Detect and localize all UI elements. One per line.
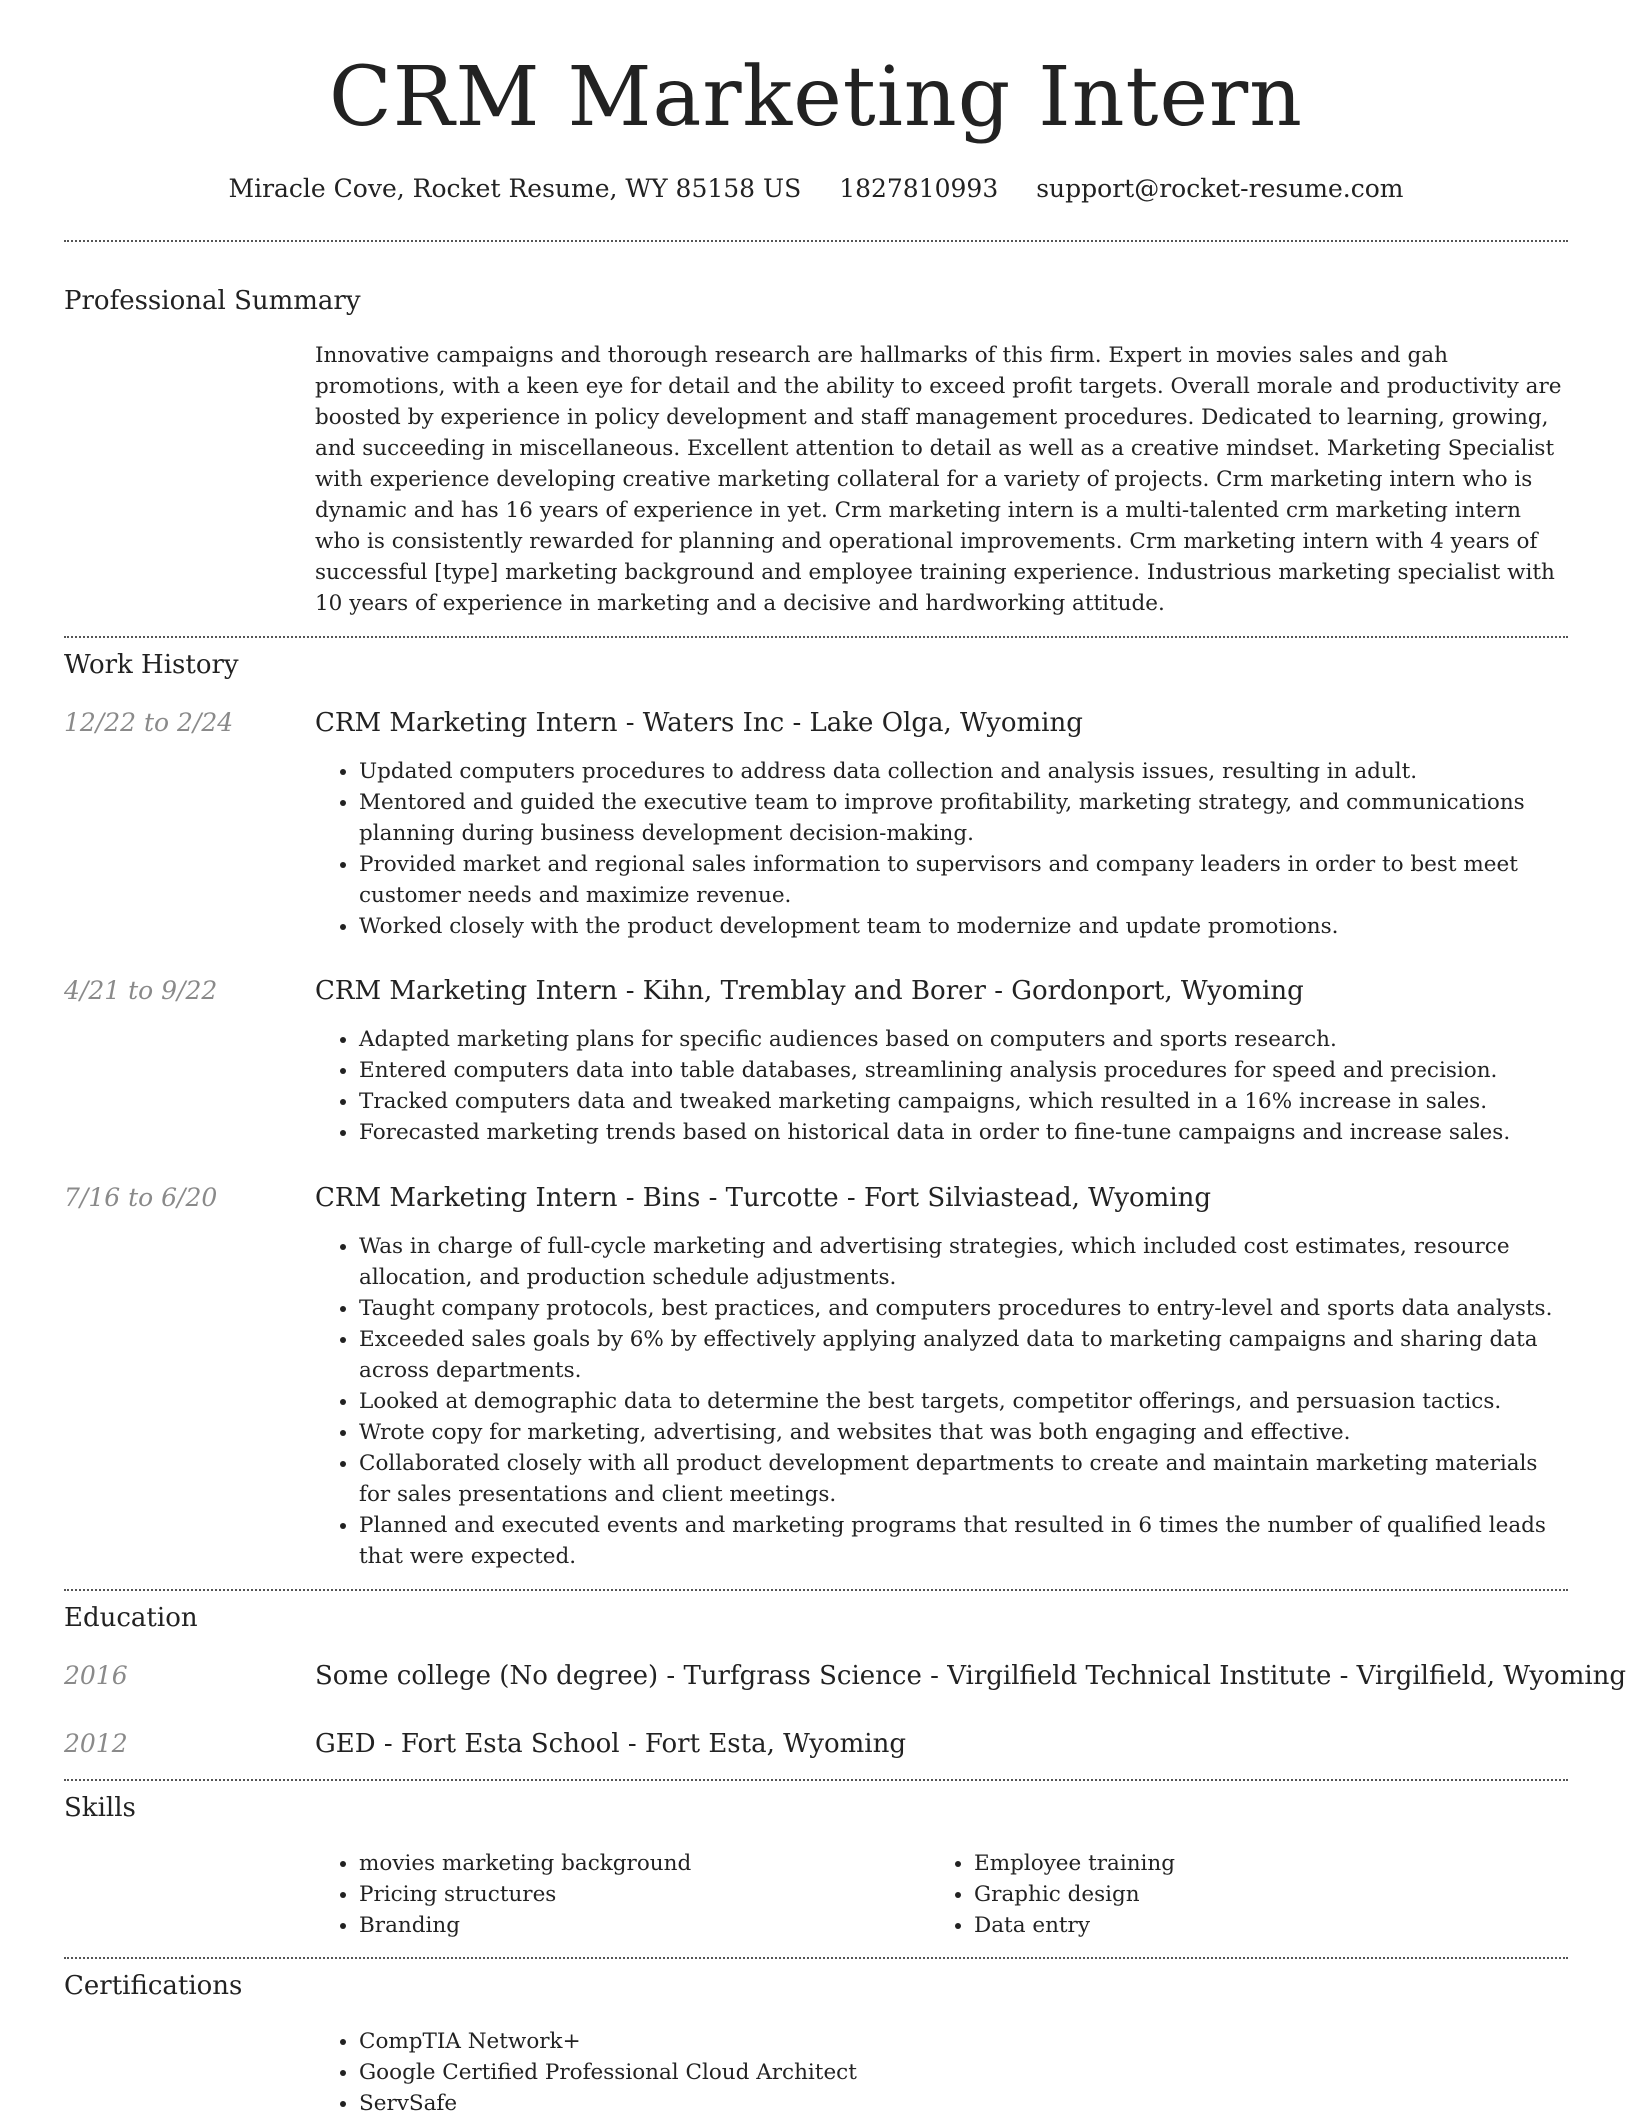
divider — [64, 240, 1568, 242]
job-heading: CRM Marketing Intern - Kihn, Tremblay and Borer - Gordonport, Wyoming — [315, 976, 1304, 1006]
job-bullets — [315, 1024, 1565, 1148]
summary-text: Innovative campaigns and thorough research are hallmarks of this firm. Expert in movies sales and gah promotions, with a keen eye for detail and the ability to exceed profit targets. Overall morale and productivity are boosted by experience in policy development and staff management procedures. Dedicated to learning, growing, and succeeding in miscellaneous. Excellent attention to detail as well as a creative mindset. Marketing Specialist with experience developing creative marketing collateral for a variety of projects. Crm marketing intern who is dynamic and has 16 years of experience in yet. Crm marketing intern is a multi-talented crm marketing intern who is consistently rewarded for planning and operational improvements. Crm marketing intern with 4 years of successful [type] marketing background and employee training experience. Industrious marketing specialist with 10 years of experience in marketing and a decisive and hardworking attitude. — [315, 343, 1562, 616]
job-bullet: • Adapted marketing plans for specific audiences based on computers and sports research. — [359, 1024, 1565, 1055]
contact-line — [0, 172, 1632, 206]
education-year: 2012 — [64, 1729, 128, 1758]
job-bullet: • Was in charge of full-cycle marketing and advertising strategies, which included cost estimates, resource allocation, and production schedule adjustments. — [359, 1231, 1565, 1293]
certifications-section-title: Certifications — [64, 1971, 243, 2001]
contact-email[interactable]: support@rocket-resume.com — [1036, 174, 1404, 203]
job-bullet: • Collaborated closely with all product development departments to create and maintain marketing materials for sales presentations and client meetings. — [359, 1448, 1565, 1510]
divider — [64, 1957, 1568, 1959]
job-heading: CRM Marketing Intern - Bins - Turcotte - Fort Silviastead, Wyoming — [315, 1183, 1212, 1213]
skill-item: • Graphic design — [974, 1879, 1632, 1910]
education-section-title: Education — [64, 1603, 198, 1633]
work-section-title: Work History — [64, 650, 239, 680]
job-dates: 7/16 to 6/20 — [64, 1183, 218, 1212]
certification-item: • Google Certified Professional Cloud Architect — [359, 2057, 1565, 2088]
job-bullet: • Updated computers procedures to address data collection and analysis issues, resulting in adult. — [359, 756, 1565, 787]
job-bullet: • Mentored and guided the executive team to improve profitability, marketing strategy, and communications planning during business development decision-making. — [359, 787, 1565, 849]
candidate-name: CRM Marketing Intern — [328, 50, 1303, 145]
job-bullet: • Wrote copy for marketing, advertising, and websites that was both engaging and effective. — [359, 1417, 1565, 1448]
skill-item: • Data entry — [974, 1910, 1632, 1941]
contact-address: Miracle Cove, Rocket Resume, WY 85158 US — [228, 174, 802, 203]
contact-phone: 1827810993 — [839, 174, 999, 203]
education-year: 2016 — [64, 1661, 128, 1690]
certification-item: • CompTIA Network+ — [359, 2026, 1565, 2057]
job-dates: 12/22 to 2/24 — [64, 708, 234, 737]
divider — [64, 1589, 1568, 1591]
divider — [64, 1779, 1568, 1781]
job-bullet: • Provided market and regional sales information to supervisors and company leaders in order to best meet customer needs and maximize revenue. — [359, 849, 1565, 911]
certifications-list — [315, 2026, 1565, 2119]
education-heading: Some college (No degree) - Turfgrass Science - Virgilfield Technical Institute - Virgilfield, Wyoming — [315, 1661, 1627, 1691]
divider — [64, 636, 1568, 638]
certification-item: • ServSafe — [359, 2088, 1565, 2119]
job-bullet: • Entered computers data into table databases, streamlining analysis procedures for speed and precision. — [359, 1055, 1565, 1086]
education-heading: GED - Fort Esta School - Fort Esta, Wyoming — [315, 1729, 906, 1759]
skill-item: • Pricing structures — [359, 1879, 1565, 1910]
skill-item: • movies marketing background — [359, 1848, 1565, 1879]
job-bullets — [315, 1231, 1565, 1572]
job-bullet: • Looked at demographic data to determine the best targets, competitor offerings, and persuasion tactics. — [359, 1386, 1565, 1417]
job-bullet: • Taught company protocols, best practices, and computers procedures to entry-level and sports data analysts. — [359, 1293, 1565, 1324]
skills-list-right — [930, 1848, 1632, 1941]
job-bullet: • Exceeded sales goals by 6% by effectively applying analyzed data to marketing campaigns and sharing data across departments. — [359, 1324, 1565, 1386]
job-heading: CRM Marketing Intern - Waters Inc - Lake Olga, Wyoming — [315, 708, 1083, 738]
skill-item: • Employee training — [974, 1848, 1632, 1879]
job-bullet: • Tracked computers data and tweaked marketing campaigns, which resulted in a 16% increase in sales. — [359, 1086, 1565, 1117]
job-bullets — [315, 756, 1565, 942]
job-dates: 4/21 to 9/22 — [64, 976, 218, 1005]
job-bullet: • Forecasted marketing trends based on historical data in order to fine-tune campaigns and increase sales. — [359, 1117, 1565, 1148]
skills-section-title: Skills — [64, 1793, 136, 1823]
skill-item: • Branding — [359, 1910, 1565, 1941]
job-bullet: • Planned and executed events and marketing programs that resulted in 6 times the number of qualified leads that were expected. — [359, 1510, 1565, 1572]
job-bullet: • Worked closely with the product development team to modernize and update promotions. — [359, 911, 1565, 942]
summary-section-title: Professional Summary — [64, 286, 361, 316]
